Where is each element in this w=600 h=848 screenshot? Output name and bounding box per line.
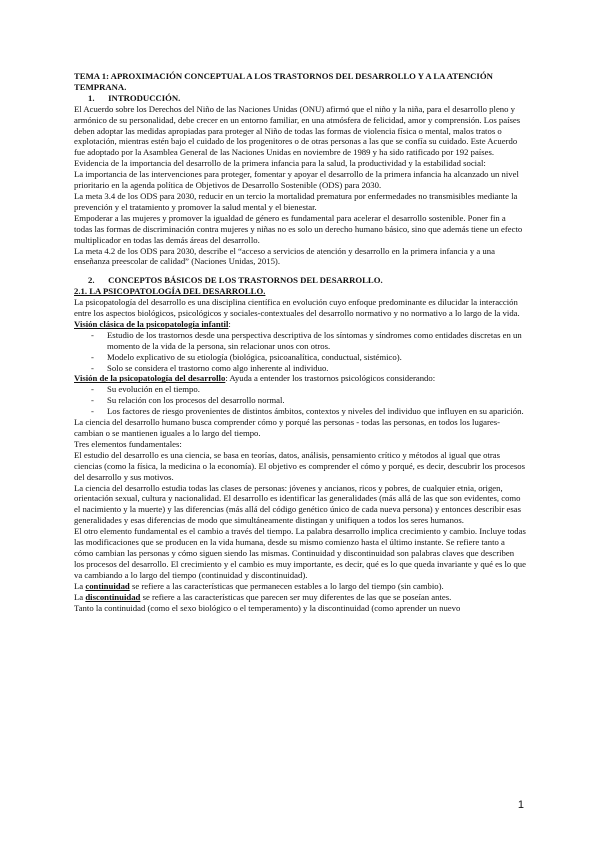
discontinuity-line xyxy=(74,592,526,603)
paragraph: El otro elemento fundamental es el cambio a través del tiempo. La palabra desarrollo implica crecimiento y cambio. Incluye todas las modificaciones que se producen en la vida humana, desde su mismo comienzo hasta el último instante. Se refiere tanto a cómo cambian las personas y cómo siguen siendo las mismas. Continuidad y discontinuidad son palabras claves que describen los procesos del desarrollo. El crecimiento y el cambio es muy importante, es decir, qué es lo que queda invariante y qué es lo que va cambiando a lo largo del tiempo (continuidad y discontinuidad). xyxy=(74,526,526,580)
dev-view-list xyxy=(74,384,526,417)
paragraph: La meta 3.4 de los ODS para 2030, reducir en un tercio la mortalidad prematura por enfermedades no transmisibles mediante la prevención y el tratamiento y promover la salud mental y el bienestar. xyxy=(74,190,518,212)
document-title: TEMA 1: APROXIMACIÓN CONCEPTUAL A LOS TRASTORNOS DEL DESARROLLO Y A LA ATENCIÓN TEMPRANA. xyxy=(74,71,493,92)
list-item: - Los factores de riesgo provenientes de distintos ámbitos, contextos y niveles del individuo que influyen en su aparición. xyxy=(74,406,526,417)
discontinuity-prefix: La xyxy=(74,591,86,602)
section-1-heading xyxy=(74,93,526,104)
subsection-heading: 2.1. LA PSICOPATOLOGÍA DEL DESARROLLO. xyxy=(74,286,266,297)
continuity-prefix: La xyxy=(74,580,86,591)
classic-view-label: Visión clásica de la psicopatología infantil xyxy=(74,318,229,329)
dev-view-suffix: : Ayuda a entender los trastornos psicológicos considerando: xyxy=(225,373,436,384)
paragraph: La importancia de las intervenciones para proteger, fomentar y apoyar el desarrollo de la primera infancia ha alcanzado un nivel prioritario en la agenda política de Objetivos de Desarrollo Sostenible (ODS) para 2030. xyxy=(74,169,519,191)
section-2-number: 2. xyxy=(88,275,95,286)
paragraph: Empoderar a las mujeres y promover la igualdad de género es fundamental para acelerar el desarrollo sostenible. Poner fin a todas las formas de discriminación contra mujeres y niñas no es solo un derecho humano básico, sino que además tiene un efecto multiplicador en todas las demás áreas del desarrollo. xyxy=(74,212,523,245)
classic-view-line xyxy=(74,319,526,330)
document-page xyxy=(74,71,526,613)
paragraph: El Acuerdo sobre los Derechos del Niño de las Naciones Unidas (ONU) afirmó que el niño y la niña, para el desarrollo pleno y armónico de su personalidad, debe crecer en un entorno familiar, en una atmósfera de felicidad, amor y comprensión. Los países deben adoptar las medidas apropiadas para proteger al Niño de todas las formas de violencia física o mental, malos tratos o explotación, mientras estén bajo el cuidado de los progenitores o de otras personas a las que se confía su cuidado. Este Acuerdo fue adoptado por la Asamblea General de las Naciones Unidas en noviembre de 1989 y ha sido ratificado por 192 países. Evidencia de la importancia del desarrollo de la primera infancia para la salud, la productividad y la estabilidad social: xyxy=(74,103,521,169)
paragraph: La meta 4.2 de los ODS para 2030, describe el “acceso a servicios de atención y desarrollo en la primera infancia y a una enseñanza preescolar de calidad” (Naciones Unidas, 2015). xyxy=(74,245,495,267)
classic-view-suffix: : xyxy=(228,318,231,329)
continuity-text: se refiere a las características que permanecen estables a lo largo del tiempo (sin cambio). xyxy=(129,580,444,591)
dev-view-label: Visión de la psicopatología del desarrollo xyxy=(74,373,226,384)
paragraph: La ciencia del desarrollo estudia todas las clases de personas: jóvenes y ancianos, ricos y pobres, de cualquier etnia, origen, orientación sexual, cultura y nacionalidad. El desarrollo es identificar las generalidades (más allá de las que son evidentes, como el nacimiento y la muerte) y las diferencias (más allá del código genético único de cada nueva persona) y entonces describir esas generalidades y esas diferencias de modo que simultáneamente distingan y unifiquen a todos los seres humanos. xyxy=(74,482,521,526)
list-item: - Estudio de los trastornos desde una perspectiva descriptiva de los síntomas y síndromes como entidades discretas en un momento de la vida de la persona, sin relacionar unos con otros. xyxy=(74,330,526,352)
section-1-title: INTRODUCCIÓN. xyxy=(108,92,181,103)
section-2-heading xyxy=(74,275,526,286)
paragraph: La psicopatología del desarrollo es una disciplina científica en evolución cuyo enfoque predominante es dilucidar la interacción entre los aspectos biológicos, psicológicos y sociales-contextuales del desarrollo normativo y no normativo a lo largo de la vida. xyxy=(74,297,520,319)
page-number: 1 xyxy=(517,799,524,811)
classic-view-list xyxy=(74,330,526,374)
list-item: - Su relación con los procesos del desarrollo normal. xyxy=(74,395,526,406)
continuity-label: continuidad xyxy=(85,580,130,591)
list-item: - Solo se considera el trastorno como algo inherente al individuo. xyxy=(74,363,526,374)
paragraph: El estudio del desarrollo es una ciencia, se basa en teorías, datos, análisis, pensamiento crítico y métodos al igual que otras ciencias (como la física, la medicina o la economía). El objetivo es comprender el cómo y porqué, es decir, descubrir los procesos del desarrollo y sus motivos. xyxy=(74,449,525,482)
paragraph: La ciencia del desarrollo humano busca comprender cómo y porqué las personas - todas las personas, en todos los lugares- cambian o se mantienen iguales a lo largo del tiempo. xyxy=(74,417,501,438)
continuity-line xyxy=(74,581,526,592)
list-item: - Modelo explicativo de su etiología (biológica, psicoanalítica, conductual, sistémico). xyxy=(74,352,526,363)
paragraph: Tres elementos fundamentales: xyxy=(74,438,182,449)
paragraph: Tanto la continuidad (como el sexo biológico o el temperamento) y la discontinuidad (como aprender un nuevo xyxy=(74,602,461,613)
list-item: - Su evolución en el tiempo. xyxy=(74,384,526,395)
discontinuity-label: discontinuidad xyxy=(85,591,141,602)
section-2-title: CONCEPTOS BÁSICOS DE LOS TRASTORNOS DEL DESARROLLO. xyxy=(108,275,383,286)
discontinuity-text: se refiere a las características que parecen ser muy diferentes de las que se poseían antes. xyxy=(140,591,452,602)
section-1-number: 1. xyxy=(88,92,95,103)
dev-view-line xyxy=(74,373,526,384)
